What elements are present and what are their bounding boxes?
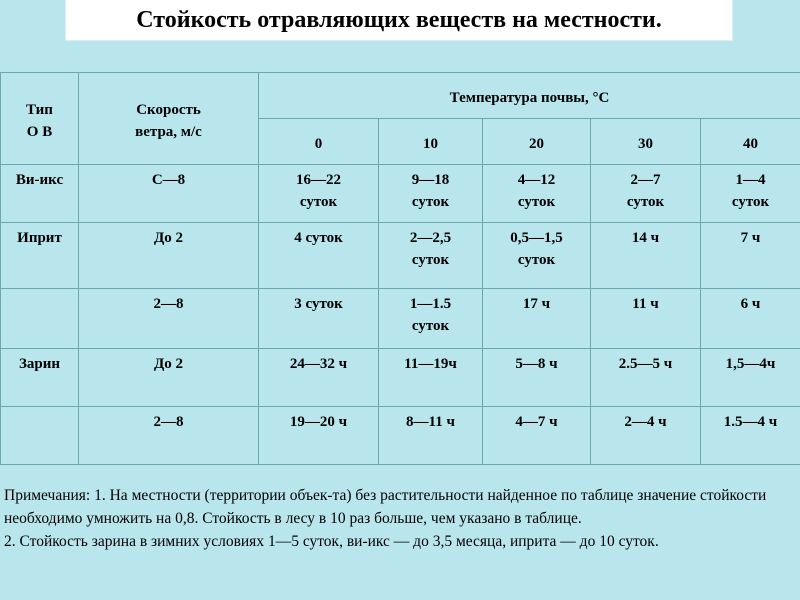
cell-type: Ви-икс [1, 165, 79, 223]
cell-wind: До 2 [79, 349, 259, 407]
title-box [66, 0, 732, 40]
cell-value: 2.5—5 ч [591, 349, 701, 407]
cell-type [1, 407, 79, 465]
cell-value: 1—1.5 суток [379, 289, 483, 349]
header-temp-4: 40 [701, 119, 800, 165]
cell-value: 2—7 суток [591, 165, 701, 223]
cell-value: 24—32 ч [259, 349, 379, 407]
cell-value: 4—12 суток [483, 165, 591, 223]
header-temp-3: 30 [591, 119, 701, 165]
note-1: Примечания: 1. На местности (территории объек-та) без растительности найденное по таблице значение стойкости необходимо умножить на 0,8. Стойкость в лесу в 10 раз больше, чем указано в таблице. [4, 487, 767, 527]
cell-value: 1—4 суток [701, 165, 800, 223]
cell-value: 7 ч [701, 223, 800, 289]
header-type: Тип О В [1, 73, 79, 165]
header-temp-0: 0 [259, 119, 379, 165]
table-row [1, 223, 800, 289]
notes [4, 484, 800, 553]
cell-value: 5—8 ч [483, 349, 591, 407]
header-wind: Скорость ветра, м/с [79, 73, 259, 165]
cell-value: 19—20 ч [259, 407, 379, 465]
header-temp-1: 10 [379, 119, 483, 165]
page-title: Стойкость отравляющих веществ на местности. [136, 6, 662, 33]
cell-wind: 2—8 [79, 407, 259, 465]
cell-value: 14 ч [591, 223, 701, 289]
cell-value: 8—11 ч [379, 407, 483, 465]
cell-value: 11—19ч [379, 349, 483, 407]
cell-value: 6 ч [701, 289, 800, 349]
cell-value: 1,5—4ч [701, 349, 800, 407]
cell-type: Иприт [1, 223, 79, 289]
cell-value: 3 суток [259, 289, 379, 349]
cell-type: Зарин [1, 349, 79, 407]
header-temp-2: 20 [483, 119, 591, 165]
resistance-table [0, 72, 800, 465]
table-row [1, 289, 800, 349]
cell-wind: До 2 [79, 223, 259, 289]
cell-value: 1.5—4 ч [701, 407, 800, 465]
cell-wind: 2—8 [79, 289, 259, 349]
cell-value: 16—22 суток [259, 165, 379, 223]
cell-value: 11 ч [591, 289, 701, 349]
cell-value: 0,5—1,5 суток [483, 223, 591, 289]
table-row [1, 349, 800, 407]
header-temperature: Температура почвы, °С [259, 73, 800, 119]
cell-wind: С—8 [79, 165, 259, 223]
cell-type [1, 289, 79, 349]
cell-value: 9—18 суток [379, 165, 483, 223]
cell-value: 2—4 ч [591, 407, 701, 465]
cell-value: 4—7 ч [483, 407, 591, 465]
cell-value: 17 ч [483, 289, 591, 349]
table-row [1, 165, 800, 223]
cell-value: 2—2,5 суток [379, 223, 483, 289]
cell-value: 4 суток [259, 223, 379, 289]
note-2: 2. Стойкость зарина в зимних условиях 1—5 суток, ви-икс — до 3,5 месяца, иприта — до 10 суток. [4, 533, 659, 550]
table-row [1, 407, 800, 465]
